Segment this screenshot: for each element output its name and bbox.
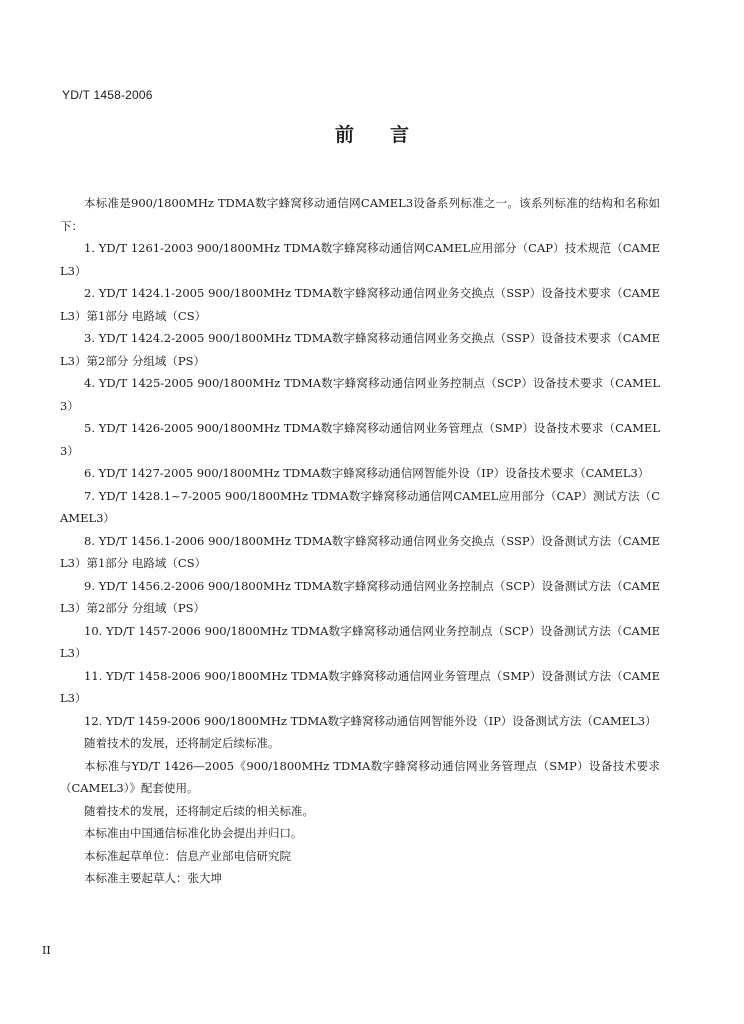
intro-paragraph: 本标准是900/1800MHz TDMA数字蜂窝移动通信网CAMEL3设备系列标准之一。该系列标准的结构和名称如下：: [60, 196, 660, 233]
proposer-paragraph: 本标准由中国通信标准化协会提出并归口。: [84, 826, 303, 840]
list-item-7: 7. YD/T 1428.1~7-2005 900/1800MHz TDMA数字蜂窝移动通信网CAMEL应用部分（CAP）测试方法（CAMEL3）: [60, 488, 660, 525]
document-code: YD/T 1458-2006: [62, 88, 153, 102]
list-item-9: 9. YD/T 1456.2-2006 900/1800MHz TDMA数字蜂窝移动通信网业务控制点（SCP）设备测试方法（CAMEL3）第2部分 分组域（PS）: [60, 578, 660, 615]
foreword-body: [60, 192, 660, 890]
list-item-12: 12. YD/T 1459-2006 900/1800MHz TDMA数字蜂窝移动通信网智能外设（IP）设备测试方法（CAMEL3）: [84, 713, 657, 728]
closing-paragraph-1: 随着技术的发展，还将制定后续标准。: [84, 736, 280, 750]
page-title-char-2: 言: [390, 124, 410, 146]
drafters-paragraph: 本标准主要起草人：张大坤: [84, 871, 222, 885]
list-item-2: 2. YD/T 1424.1-2005 900/1800MHz TDMA数字蜂窝移动通信网业务交换点（SSP）设备技术要求（CAMEL3）第1部分 电路域（CS）: [60, 286, 660, 323]
list-item-4: 4. YD/T 1425-2005 900/1800MHz TDMA数字蜂窝移动通信网业务控制点（SCP）设备技术要求（CAMEL3）: [60, 376, 660, 413]
list-item-5: 5. YD/T 1426-2005 900/1800MHz TDMA数字蜂窝移动通信网业务管理点（SMP）设备技术要求（CAMEL3）: [60, 421, 660, 458]
closing-paragraph-2: 本标准与YD/T 1426—2005《900/1800MHz TDMA数字蜂窝移动通信网业务管理点（SMP）设备技术要求（CAMEL3）》配套使用。: [60, 758, 660, 795]
list-item-8: 8. YD/T 1456.1-2006 900/1800MHz TDMA数字蜂窝移动通信网业务交换点（SSP）设备测试方法（CAMEL3）第1部分 电路域（CS）: [60, 533, 660, 570]
page-title-char-1: 前: [334, 124, 354, 146]
list-item-6: 6. YD/T 1427-2005 900/1800MHz TDMA数字蜂窝移动通信网智能外设（IP）设备技术要求（CAMEL3）: [84, 466, 650, 480]
list-item-10: 10. YD/T 1457-2006 900/1800MHz TDMA数字蜂窝移动通信网业务控制点（SCP）设备测试方法（CAMEL3）: [60, 623, 660, 660]
page-title: [0, 120, 744, 147]
page-number: II: [42, 944, 51, 957]
list-item-1: 1. YD/T 1261-2003 900/1800MHz TDMA数字蜂窝移动通信网CAMEL应用部分（CAP）技术规范（CAMEL3）: [60, 241, 660, 278]
list-item-3: 3. YD/T 1424.2-2005 900/1800MHz TDMA数字蜂窝移动通信网业务交换点（SSP）设备技术要求（CAMEL3）第2部分 分组域（PS）: [60, 331, 660, 368]
drafting-unit-paragraph: 本标准起草单位：信息产业部电信研究院: [84, 848, 291, 863]
list-item-11: 11. YD/T 1458-2006 900/1800MHz TDMA数字蜂窝移动通信网业务管理点（SMP）设备测试方法（CAMEL3）: [60, 668, 660, 705]
closing-paragraph-3: 随着技术的发展，还将制定后续的相关标准。: [84, 803, 314, 818]
